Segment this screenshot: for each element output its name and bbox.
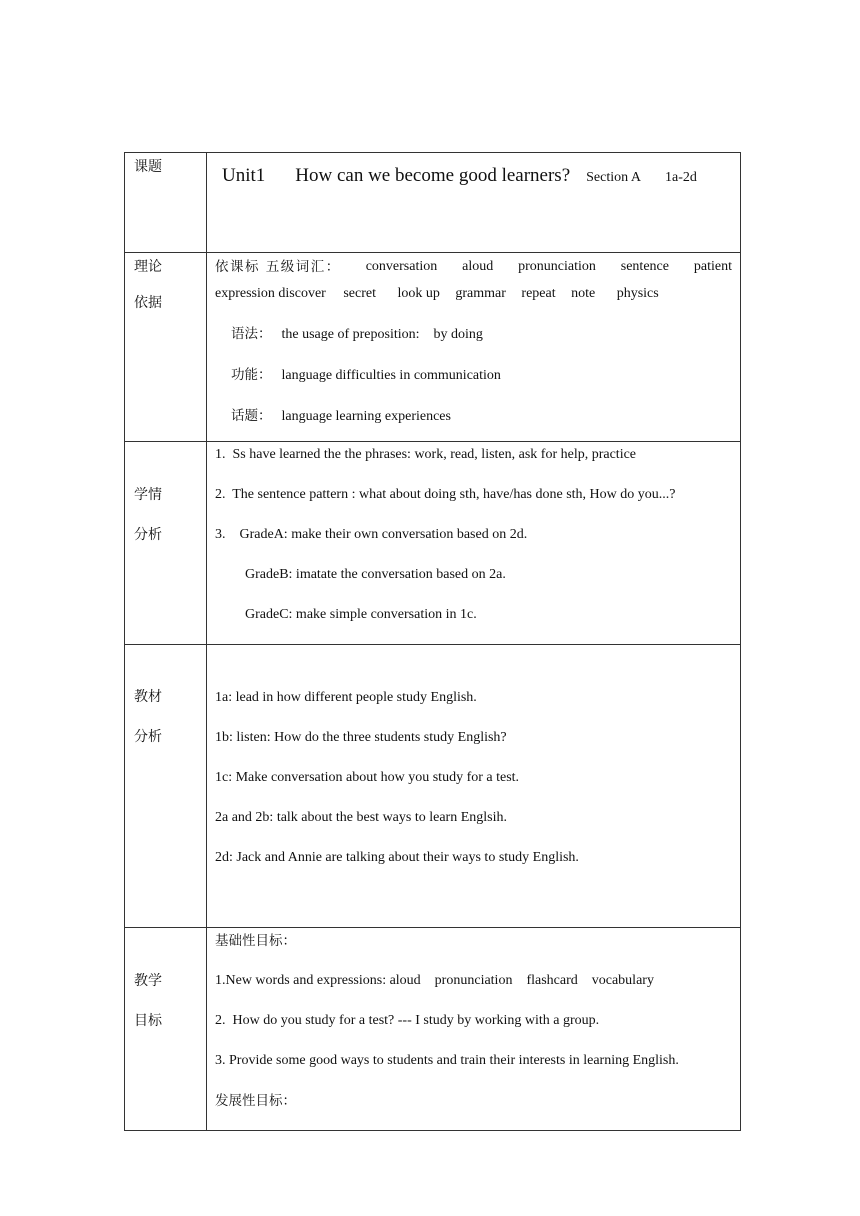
vocab-word: repeat: [521, 286, 556, 301]
goal-line: 3. Provide some good ways to students and train their interests in learning English.: [215, 1053, 679, 1068]
students-line: 1. Ss have learned the the phrases: work, read, listen, ask for help, practice: [215, 447, 637, 462]
vocab-word: secret: [343, 286, 376, 301]
vocab-word: patient: [693, 259, 732, 274]
vocab-word: discover: [278, 286, 326, 301]
vocab-word: note: [571, 286, 596, 301]
label-theory-2: 依据: [134, 295, 162, 311]
students-line: 2. The sentence pattern : what about doing sth, have/has done sth, How do you...?: [215, 487, 676, 502]
goal-line: 1.New words and expressions: aloud pronunciation flashcard vocabulary: [215, 973, 654, 988]
title-range: 1a-2d: [664, 170, 697, 185]
row-topic: [125, 153, 741, 253]
vocab-word: conversation: [365, 259, 438, 274]
label-goals-2: 目标: [134, 1013, 162, 1029]
vocab-word: pronunciation: [518, 259, 596, 274]
basic-goals-heading: 基础性目标：: [215, 933, 296, 949]
row-material-analysis: [125, 645, 741, 928]
topic-value: language learning experiences: [281, 409, 451, 424]
students-line: GradeB: imatate the conversation based on 2a.: [245, 567, 506, 582]
goal-line: 2. How do you study for a test? --- I study by working with a group.: [215, 1013, 600, 1028]
material-line: 2d: Jack and Annie are talking about their ways to study English.: [215, 850, 579, 865]
title-question: How can we become good learners?: [295, 165, 571, 186]
vocab-word: expression: [215, 286, 275, 301]
vocab-word: physics: [616, 286, 659, 301]
material-line: 2a and 2b: talk about the best ways to learn Englsih.: [215, 810, 507, 825]
title-cell: [207, 153, 741, 253]
theory-cell: [207, 253, 741, 442]
label-cell-students: [125, 442, 207, 645]
title-unit: Unit1: [222, 165, 266, 186]
function-key: 功能：: [231, 367, 272, 383]
label-theory-1: 理论: [134, 259, 162, 275]
label-topic: 课题: [134, 159, 162, 175]
row-teaching-goals: [125, 928, 741, 1131]
label-students-1: 学情: [134, 487, 162, 503]
grammar-value: the usage of preposition: by doing: [281, 327, 483, 342]
vocab-word: look up: [397, 286, 440, 301]
students-cell: [207, 442, 741, 645]
topic-key: 话题：: [231, 408, 272, 424]
lesson-title: [222, 166, 755, 188]
function-value: language difficulties in communication: [281, 368, 501, 383]
label-cell-topic: [125, 153, 207, 253]
label-cell-material: [125, 645, 207, 928]
vocab-line-1: [215, 257, 732, 277]
label-cell-goals: [125, 928, 207, 1131]
vocab-word: grammar: [455, 286, 506, 301]
label-goals-1: 教学: [134, 973, 162, 989]
goals-cell: [207, 928, 741, 1131]
students-line: 3. GradeA: make their own conversation based on 2d.: [215, 527, 528, 542]
material-cell: [207, 645, 741, 928]
label-material-1: 教材: [134, 689, 162, 705]
vocab-line-2: [215, 284, 748, 304]
label-students-2: 分析: [134, 527, 162, 543]
label-cell-theory: [125, 253, 207, 442]
vocab-intro: 依课标 五级词汇：: [215, 259, 341, 275]
material-line: 1a: lead in how different people study English.: [215, 690, 477, 705]
row-student-analysis: [125, 442, 741, 645]
material-line: 1b: listen: How do the three students study English?: [215, 730, 507, 745]
row-theory: [125, 253, 741, 442]
function-line: [231, 365, 764, 386]
grammar-key: 语法：: [231, 326, 272, 342]
vocab-word: aloud: [462, 259, 494, 274]
label-material-2: 分析: [134, 729, 162, 745]
students-line: GradeC: make simple conversation in 1c.: [245, 607, 477, 622]
grammar-line: [231, 324, 764, 345]
title-section: Section A: [586, 170, 641, 185]
lesson-plan-table: [124, 152, 741, 1131]
topic-line: [231, 406, 764, 427]
material-line: 1c: Make conversation about how you study for a test.: [215, 770, 520, 785]
vocab-word: sentence: [620, 259, 669, 274]
dev-goals-heading: 发展性目标：: [215, 1093, 296, 1109]
